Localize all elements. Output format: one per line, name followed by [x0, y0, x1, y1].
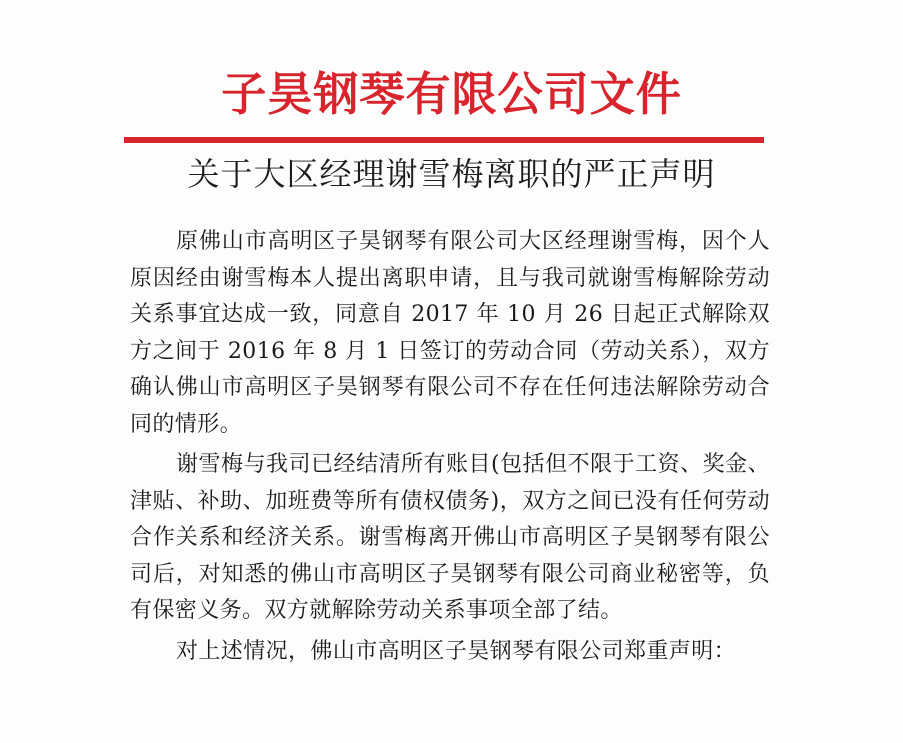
document-header-title: 子昊钢琴有限公司文件 — [221, 67, 682, 121]
document-subtitle: 关于大区经理谢雪梅离职的严正声明 — [187, 155, 716, 193]
document-body — [130, 224, 770, 674]
body-paragraph: 原佛山市高明区子昊钢琴有限公司大区经理谢雪梅，因个人原因经由谢雪梅本人提出离职申请，且与我司就谢雪梅解除劳动关系事宜达成一致，同意自 2017 年 10 月 26 日起正式解除双方之间于 2016 年 8 月 1 日签订的劳动合同（劳动关系），双方确认佛山市高明区子昊钢琴有限公司不存在任何违法解除劳动合同的情形。 — [130, 229, 770, 437]
body-paragraph: 对上述情况，佛山市高明区子昊钢琴有限公司郑重声明： — [176, 638, 737, 664]
body-paragraph: 谢雪梅与我司已经结清所有账目(包括但不限于工资、奖金、津贴、补助、加班费等所有债权债务)，双方之间已没有任何劳动合作关系和经济关系。谢雪梅离开佛山市高明区子昊钢琴有限公司后，对知悉的佛山市高明区子昊钢琴有限公司商业秘密等，负有保密义务。双方就解除劳动关系事项全部了结。 — [130, 452, 770, 623]
header-red-divider — [124, 137, 764, 143]
